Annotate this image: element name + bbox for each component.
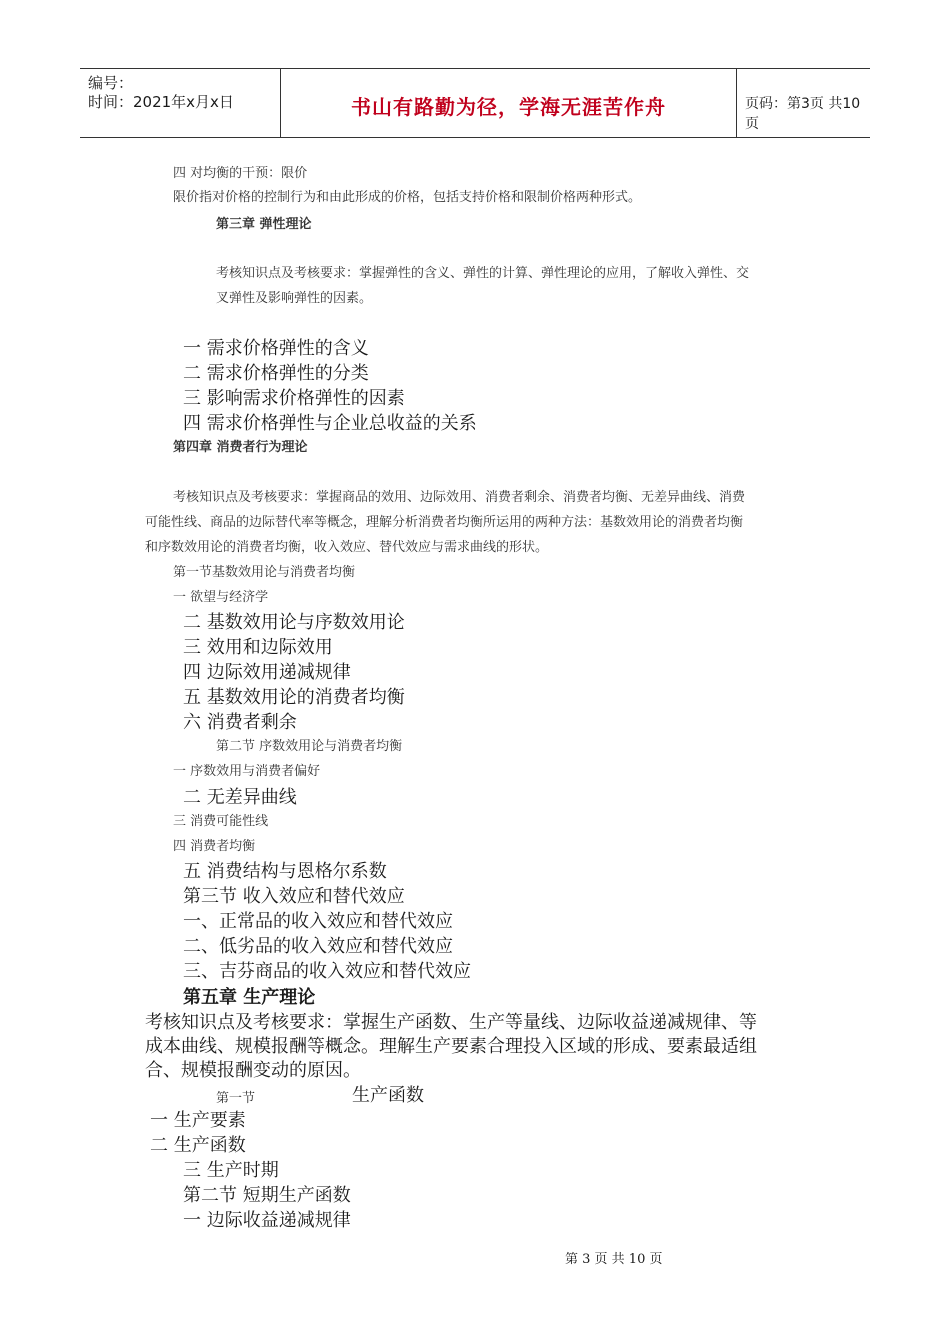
list-item: 一 生产要素 [150, 1110, 246, 1131]
list-item: 一、正常品的收入效应和替代效应 [183, 911, 453, 932]
list-item: 三 影响需求价格弹性的因素 [183, 388, 405, 409]
page-footer: 第 3 页 共 10 页 [565, 1252, 663, 1267]
list-item: 五 消费结构与恩格尔系数 [183, 861, 387, 882]
section-heading: 第一节基数效用论与消费者均衡 [173, 565, 356, 580]
list-item: 四 边际效用递减规律 [183, 662, 351, 683]
list-item: 四 消费者均衡 [173, 839, 256, 854]
page-header [80, 68, 870, 138]
chapter-heading: 第三章 弹性理论 [216, 217, 312, 232]
paragraph: 可能性线、商品的边际替代率等概念，理解分析消费者均衡所运用的两种方法：基数效用论的消费者均衡 [145, 515, 744, 530]
list-item: 四 需求价格弹性与企业总收益的关系 [183, 413, 477, 434]
list-item: 二 需求价格弹性的分类 [183, 363, 369, 384]
header-page-cell [737, 69, 870, 137]
header-meta [80, 69, 281, 137]
list-item: 一 序数效用与消费者偏好 [173, 764, 321, 779]
list-item: 二 无差异曲线 [183, 787, 297, 808]
paragraph: 考核知识点及考核要求：掌握生产函数、生产等量线、边际收益递减规律、等 [145, 1012, 757, 1033]
list-item: 一 需求价格弹性的含义 [183, 338, 369, 359]
list-item: 三 消费可能性线 [173, 814, 269, 829]
list-item: 三 效用和边际效用 [183, 637, 333, 658]
number-label: 编号： [88, 74, 134, 92]
list-item: 二 基数效用论与序数效用论 [183, 612, 405, 633]
list-item: 一 欲望与经济学 [173, 590, 269, 605]
list-item: 五 基数效用论的消费者均衡 [183, 687, 405, 708]
section-title: 生产函数 [352, 1085, 424, 1106]
list-item: 三、吉芬商品的收入效应和替代效应 [183, 961, 471, 982]
header-motto-cell [281, 69, 737, 137]
paragraph: 合、规模报酬变动的原因。 [145, 1060, 361, 1081]
section-heading: 四 对均衡的干预：限价 [173, 166, 308, 181]
section-heading: 第二节 序数效用论与消费者均衡 [216, 739, 403, 754]
section-heading: 第二节 短期生产函数 [183, 1185, 351, 1206]
paragraph: 成本曲线、规模报酬等概念。理解生产要素合理投入区域的形成、要素最适组 [145, 1036, 757, 1057]
list-item: 二、低劣品的收入效应和替代效应 [183, 936, 453, 957]
chapter-heading: 第五章 生产理论 [183, 987, 316, 1008]
time-label: 时间：2021年x月x日 [88, 93, 234, 111]
paragraph: 考核知识点及考核要求：掌握商品的效用、边际效用、消费者剩余、消费者均衡、无差异曲线、消费 [173, 490, 746, 505]
chapter-heading: 第四章 消费者行为理论 [173, 440, 308, 455]
list-item: 一 边际收益递减规律 [183, 1210, 351, 1231]
motto: 书山有路勤为径，学海无涯苦作舟 [351, 95, 666, 119]
list-item: 二 生产函数 [150, 1135, 246, 1156]
section-label: 第一节 [216, 1091, 256, 1106]
list-item: 三 生产时期 [183, 1160, 279, 1181]
section-heading: 第三节 收入效应和替代效应 [183, 886, 405, 907]
paragraph: 叉弹性及影响弹性的因素。 [216, 291, 373, 306]
paragraph: 和序数效用论的消费者均衡，收入效应、替代效应与需求曲线的形状。 [145, 540, 549, 555]
list-item: 六 消费者剩余 [183, 712, 297, 733]
paragraph: 考核知识点及考核要求：掌握弹性的含义、弹性的计算、弹性理论的应用，了解收入弹性、交 [216, 266, 750, 281]
paragraph: 限价指对价格的控制行为和由此形成的价格，包括支持价格和限制价格两种形式。 [173, 190, 642, 205]
page-code: 页码：第3页 共10页 [745, 96, 861, 132]
